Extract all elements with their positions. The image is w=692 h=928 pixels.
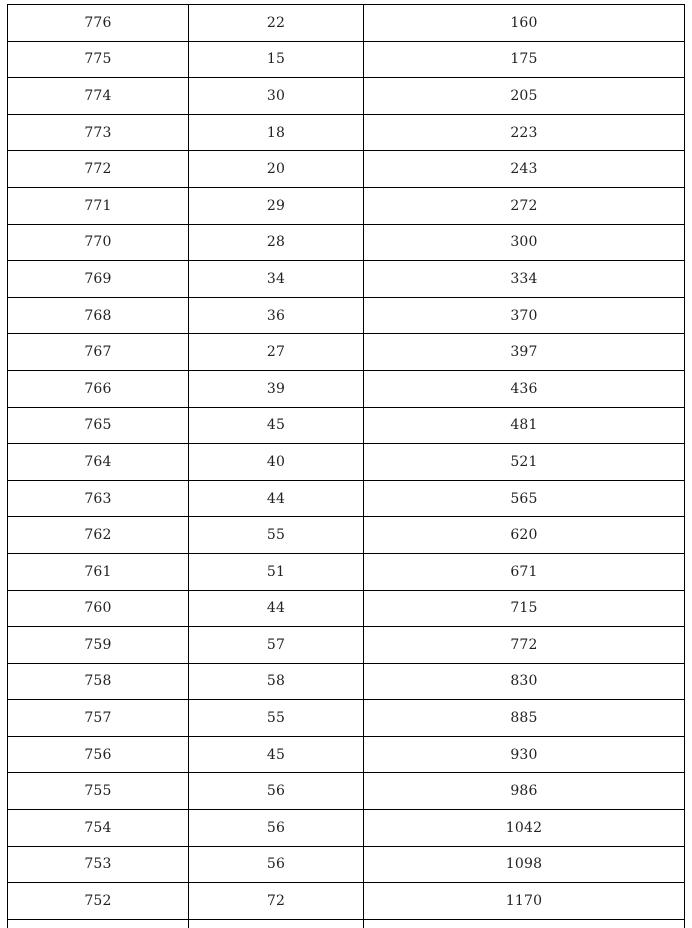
score-cell: 762 bbox=[8, 517, 189, 554]
score-cell: 754 bbox=[8, 810, 189, 847]
cumulative-cell: 300 bbox=[364, 224, 685, 261]
table-row bbox=[8, 627, 685, 664]
score-cell: 766 bbox=[8, 370, 189, 407]
score-cell: 774 bbox=[8, 78, 189, 115]
score-cell: 772 bbox=[8, 151, 189, 188]
count-cell: 22 bbox=[189, 5, 364, 42]
table-row bbox=[8, 187, 685, 224]
count-cell: 51 bbox=[189, 553, 364, 590]
cumulative-cell: 1098 bbox=[364, 846, 685, 883]
cumulative-cell: 930 bbox=[364, 736, 685, 773]
table-row-partial bbox=[8, 919, 685, 928]
count-cell: 27 bbox=[189, 334, 364, 371]
cumulative-cell: 397 bbox=[364, 334, 685, 371]
count-cell: 20 bbox=[189, 151, 364, 188]
cumulative-cell: 1042 bbox=[364, 810, 685, 847]
score-cell: 767 bbox=[8, 334, 189, 371]
table-row bbox=[8, 370, 685, 407]
cumulative-cell: 205 bbox=[364, 78, 685, 115]
score-table bbox=[7, 4, 685, 928]
count-cell: 55 bbox=[189, 700, 364, 737]
empty-cell bbox=[364, 919, 685, 928]
score-cell: 763 bbox=[8, 480, 189, 517]
count-cell: 45 bbox=[189, 407, 364, 444]
count-cell: 18 bbox=[189, 114, 364, 151]
count-cell: 56 bbox=[189, 810, 364, 847]
cumulative-cell: 830 bbox=[364, 663, 685, 700]
count-cell: 15 bbox=[189, 41, 364, 78]
score-cell: 764 bbox=[8, 444, 189, 481]
count-cell: 34 bbox=[189, 261, 364, 298]
table-row bbox=[8, 846, 685, 883]
cumulative-cell: 620 bbox=[364, 517, 685, 554]
table-row bbox=[8, 810, 685, 847]
cumulative-cell: 885 bbox=[364, 700, 685, 737]
cumulative-cell: 671 bbox=[364, 553, 685, 590]
cumulative-cell: 370 bbox=[364, 297, 685, 334]
score-cell: 768 bbox=[8, 297, 189, 334]
cumulative-cell: 175 bbox=[364, 41, 685, 78]
table-row bbox=[8, 151, 685, 188]
score-cell: 771 bbox=[8, 187, 189, 224]
score-cell: 769 bbox=[8, 261, 189, 298]
cumulative-cell: 334 bbox=[364, 261, 685, 298]
table-row bbox=[8, 480, 685, 517]
empty-cell bbox=[189, 919, 364, 928]
table-row bbox=[8, 773, 685, 810]
cumulative-cell: 986 bbox=[364, 773, 685, 810]
table-row bbox=[8, 5, 685, 42]
cumulative-cell: 565 bbox=[364, 480, 685, 517]
cumulative-cell: 160 bbox=[364, 5, 685, 42]
cumulative-cell: 1170 bbox=[364, 883, 685, 920]
count-cell: 39 bbox=[189, 370, 364, 407]
table-row bbox=[8, 663, 685, 700]
count-cell: 44 bbox=[189, 590, 364, 627]
score-cell: 770 bbox=[8, 224, 189, 261]
score-cell: 773 bbox=[8, 114, 189, 151]
count-cell: 36 bbox=[189, 297, 364, 334]
count-cell: 30 bbox=[189, 78, 364, 115]
table-row bbox=[8, 78, 685, 115]
count-cell: 56 bbox=[189, 846, 364, 883]
count-cell: 58 bbox=[189, 663, 364, 700]
cumulative-cell: 272 bbox=[364, 187, 685, 224]
count-cell: 72 bbox=[189, 883, 364, 920]
empty-cell bbox=[8, 919, 189, 928]
score-cell: 776 bbox=[8, 5, 189, 42]
cumulative-cell: 772 bbox=[364, 627, 685, 664]
count-cell: 57 bbox=[189, 627, 364, 664]
count-cell: 55 bbox=[189, 517, 364, 554]
score-cell: 759 bbox=[8, 627, 189, 664]
score-cell: 755 bbox=[8, 773, 189, 810]
cumulative-cell: 481 bbox=[364, 407, 685, 444]
count-cell: 29 bbox=[189, 187, 364, 224]
score-cell: 760 bbox=[8, 590, 189, 627]
cumulative-cell: 243 bbox=[364, 151, 685, 188]
table-row bbox=[8, 224, 685, 261]
table-row bbox=[8, 883, 685, 920]
score-table-body bbox=[8, 5, 685, 928]
count-cell: 45 bbox=[189, 736, 364, 773]
count-cell: 44 bbox=[189, 480, 364, 517]
score-cell: 775 bbox=[8, 41, 189, 78]
table-row bbox=[8, 114, 685, 151]
table-row bbox=[8, 407, 685, 444]
count-cell: 28 bbox=[189, 224, 364, 261]
score-cell: 752 bbox=[8, 883, 189, 920]
cumulative-cell: 521 bbox=[364, 444, 685, 481]
table-row bbox=[8, 41, 685, 78]
cumulative-cell: 223 bbox=[364, 114, 685, 151]
table-row bbox=[8, 700, 685, 737]
count-cell: 40 bbox=[189, 444, 364, 481]
table-row bbox=[8, 334, 685, 371]
score-table-container bbox=[7, 4, 684, 928]
table-row bbox=[8, 444, 685, 481]
table-row bbox=[8, 517, 685, 554]
table-row bbox=[8, 736, 685, 773]
table-row bbox=[8, 297, 685, 334]
score-cell: 761 bbox=[8, 553, 189, 590]
table-row bbox=[8, 590, 685, 627]
score-cell: 758 bbox=[8, 663, 189, 700]
score-cell: 756 bbox=[8, 736, 189, 773]
score-cell: 753 bbox=[8, 846, 189, 883]
cumulative-cell: 715 bbox=[364, 590, 685, 627]
score-cell: 757 bbox=[8, 700, 189, 737]
score-cell: 765 bbox=[8, 407, 189, 444]
cumulative-cell: 436 bbox=[364, 370, 685, 407]
table-row bbox=[8, 261, 685, 298]
count-cell: 56 bbox=[189, 773, 364, 810]
table-row bbox=[8, 553, 685, 590]
